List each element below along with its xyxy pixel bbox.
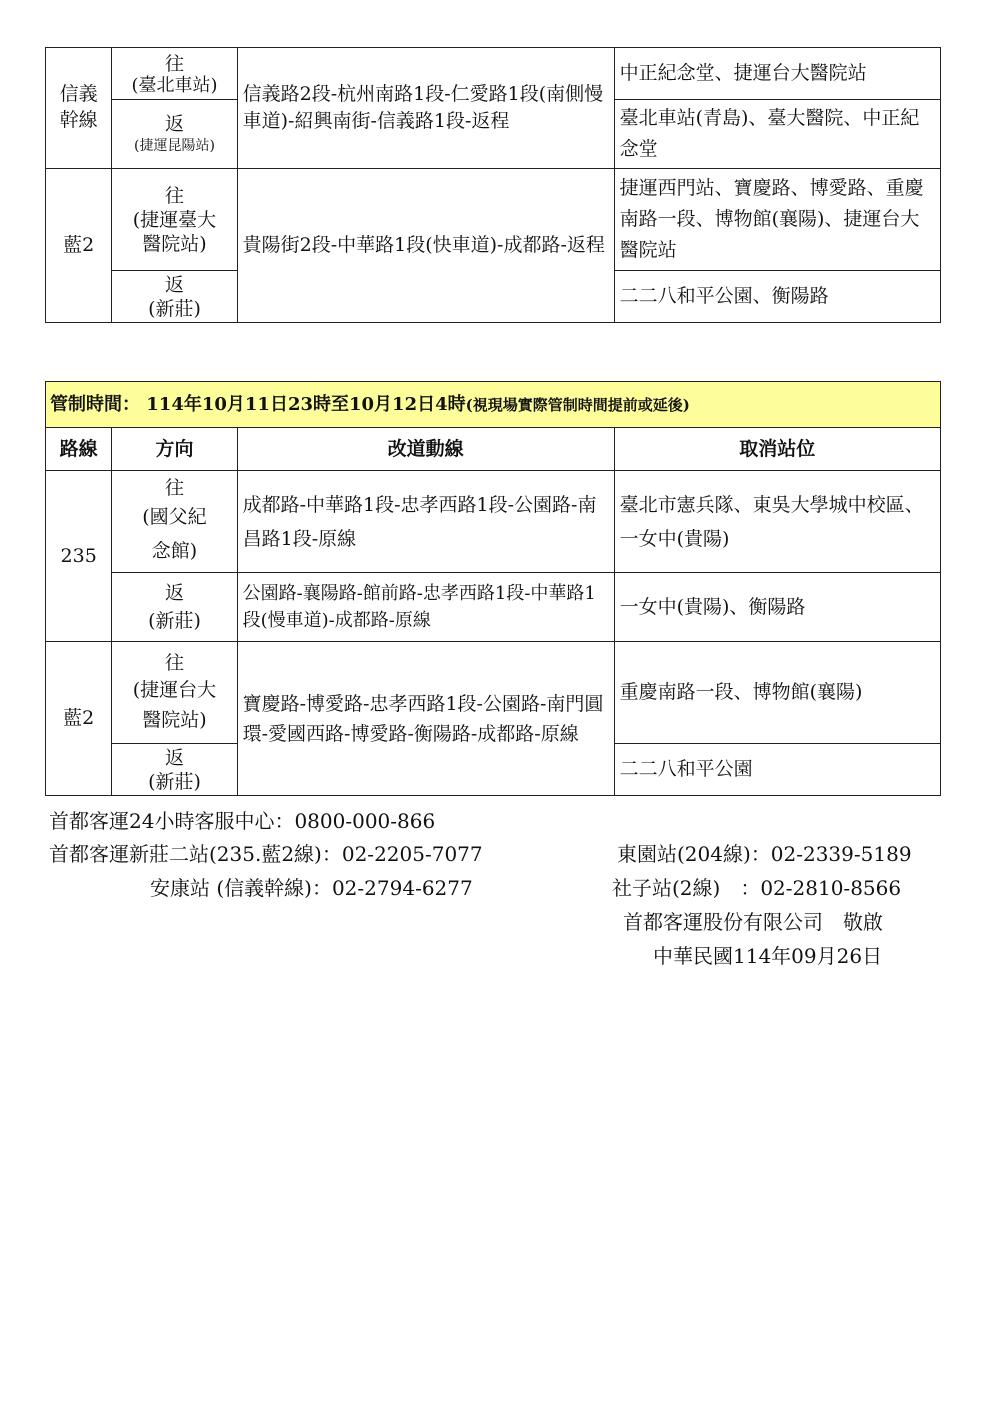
cancelled-stops-cell: 捷運西門站、寶慶路、博愛路、重慶南路一段、博物館(襄陽)、捷運台大醫院站 (614, 169, 940, 271)
dongyuan-station-phone: 東園站(204線)：02-2339-5189 (617, 842, 912, 866)
reroute-table-2 (45, 381, 941, 796)
route-path-cell: 貴陽街2段-中華路1段(快車道)-成都路-返程 (237, 169, 614, 323)
cancelled-stops-cell: 一女中(貴陽)、衡陽路 (614, 573, 940, 642)
cancelled-stops-cell: 重慶南路一段、博物館(襄陽) (614, 642, 940, 744)
direction-cell: 往 (臺北車站) (112, 48, 237, 100)
route-path-cell: 成都路-中華路1段-忠孝西路1段-公園路-南昌路1段-原線 (237, 471, 614, 573)
shezi-station-phone: 社子站(2線) ：02-2810-8566 (612, 876, 902, 900)
route-path-cell: 寶慶路-博愛路-忠孝西路1段-公園路-南門圓環-愛國西路-博愛路-衡陽路-成都路-原線 (237, 642, 614, 796)
cancelled-stops-cell: 臺北市憲兵隊、東吳大學城中校區、一女中(貴陽) (614, 471, 940, 573)
company-signature: 首都客運股份有限公司 敬啟 (623, 910, 883, 934)
route-path-cell: 公園路-襄陽路-館前路-忠孝西路1段-中華路1段(慢車道)-成都路-原線 (237, 573, 614, 642)
direction-cell: 往 (國父紀念館) (112, 471, 237, 573)
cancelled-stops-cell: 臺北車站(青島)、臺大醫院、中正紀念堂 (614, 100, 940, 169)
header-route: 路線 (46, 428, 112, 471)
direction-cell: 返 (新莊) (112, 573, 237, 642)
direction-cell: 返 (新莊) (112, 744, 237, 796)
issue-date: 中華民國114年09月26日 (653, 944, 883, 968)
direction-cell: 往 (捷運臺大醫院站) (112, 169, 237, 271)
control-time-banner: 管制時間： 114年10月11日23時至10月12日4時(視現場實際管制時間提前或延後) (46, 382, 941, 428)
route-cell: 藍2 (46, 642, 112, 796)
route-cell: 235 (46, 471, 112, 642)
direction-cell: 返 (新莊) (112, 271, 237, 323)
cancelled-stops-cell: 二二八和平公園 (614, 744, 940, 796)
direction-cell: 往 (捷運台大醫院站) (112, 642, 237, 744)
xinzhuang-station-phone: 首都客運新莊二站(235.藍2線)：02-2205-7077 (49, 842, 483, 866)
reroute-table-1 (45, 47, 941, 323)
route-cell: 藍2 (46, 169, 112, 323)
cancelled-stops-cell: 中正紀念堂、捷運台大醫院站 (614, 48, 940, 100)
direction-cell: 返 (捷運昆陽站) (112, 100, 237, 169)
header-path: 改道動線 (237, 428, 614, 471)
header-stops: 取消站位 (614, 428, 940, 471)
cancelled-stops-cell: 二二八和平公園、衡陽路 (614, 271, 940, 323)
route-cell: 信義幹線 (46, 48, 112, 169)
ankang-station-phone: 安康站 (信義幹線)：02-2794-6277 (150, 876, 473, 900)
route-path-cell: 信義路2段-杭州南路1段-仁愛路1段(南側慢車道)-紹興南街-信義路1段-返程 (237, 48, 614, 169)
service-center-phone: 首都客運24小時客服中心：0800-000-866 (49, 809, 436, 833)
header-direction: 方向 (112, 428, 237, 471)
